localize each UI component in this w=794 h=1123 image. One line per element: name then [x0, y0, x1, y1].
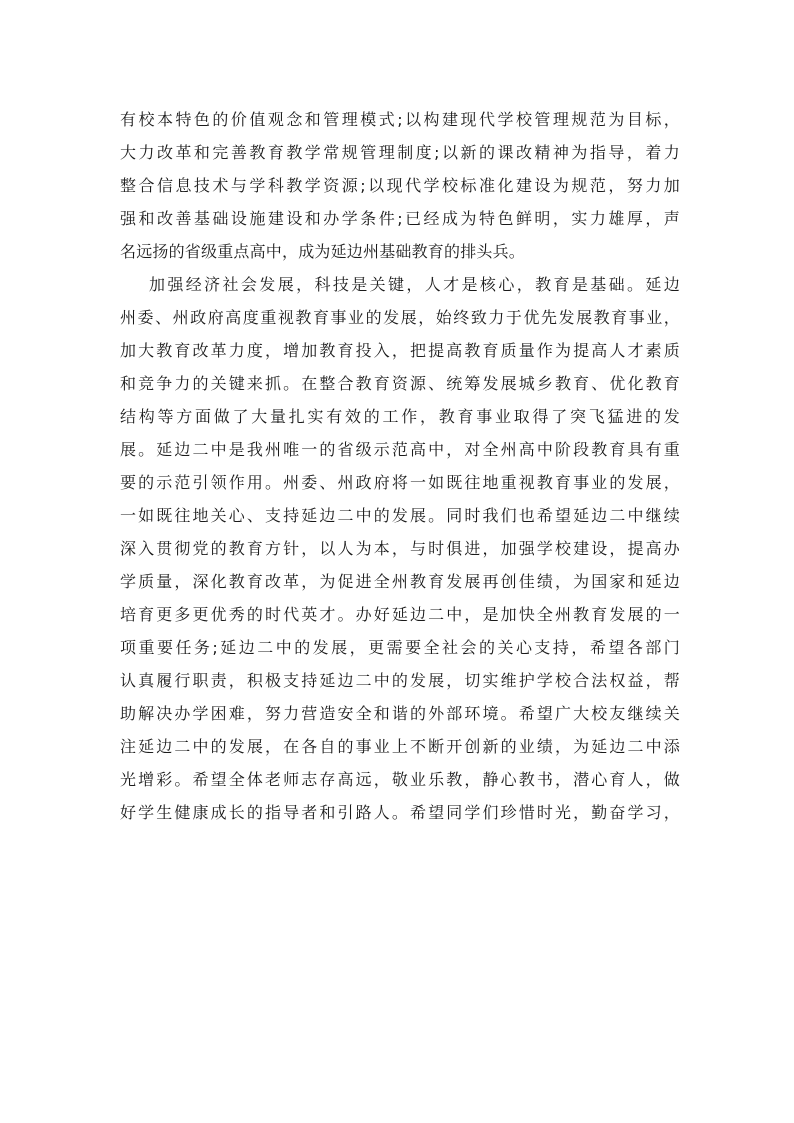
text-line: 助解决办学困难，努力营造安全和谐的外部环境。希望广大校友继续关: [120, 704, 680, 723]
text-line: 大力改革和完善教育教学常规管理制度;以新的课改精神为指导，着力: [120, 143, 680, 162]
text-line: 有校本特色的价值观念和管理模式;以构建现代学校管理规范为目标，: [120, 110, 680, 129]
text-line: 培育更多更优秀的时代英才。办好延边二中，是加快全州教育发展的一: [120, 605, 680, 624]
text-line: 加强经济社会发展，科技是关键，人才是核心，教育是基础。延边: [149, 275, 680, 294]
text-line: 强和改善基础设施建设和办学条件;已经成为特色鲜明，实力雄厚，声: [120, 209, 680, 228]
text-line: 整合信息技术与学科教学资源;以现代学校标准化建设为规范，努力加: [120, 176, 680, 195]
paragraph-1: [120, 103, 680, 268]
text-line: 结构等方面做了大量扎实有效的工作，教育事业取得了突飞猛进的发: [120, 407, 680, 426]
text-line: 展。延边二中是我州唯一的省级示范高中，对全州高中阶段教育具有重: [120, 440, 680, 459]
text-line: 光增彩。希望全体老师志存高远，敬业乐教，静心教书，潜心育人，做: [120, 770, 680, 789]
text-line: 项重要任务;延边二中的发展，更需要全社会的关心支持，希望各部门: [120, 638, 680, 657]
text-line: 学质量，深化教育改革，为促进全州教育发展再创佳绩，为国家和延边: [120, 572, 680, 591]
text-line: 一如既往地关心、支持延边二中的发展。同时我们也希望延边二中继续: [120, 506, 680, 525]
text-line: 认真履行职责，积极支持延边二中的发展，切实维护学校合法权益，帮: [120, 671, 680, 690]
text-line: 和竞争力的关键来抓。在整合教育资源、统筹发展城乡教育、优化教育: [120, 374, 680, 393]
paragraph-2: [120, 268, 680, 829]
text-line: 好学生健康成长的指导者和引路人。希望同学们珍惜时光，勤奋学习，: [120, 803, 680, 822]
text-line: 州委、州政府高度重视教育事业的发展，始终致力于优先发展教育事业，: [120, 308, 680, 327]
text-line: 注延边二中的发展，在各自的事业上不断开创新的业绩，为延边二中添: [120, 737, 680, 756]
document-body: [120, 103, 680, 829]
text-line: 要的示范引领作用。州委、州政府将一如既往地重视教育事业的发展，: [120, 473, 680, 492]
text-line: 名远扬的省级重点高中，成为延边州基础教育的排头兵。: [120, 242, 526, 261]
text-line: 加大教育改革力度，增加教育投入，把提高教育质量作为提高人才素质: [120, 341, 680, 360]
text-line: 深入贯彻党的教育方针，以人为本，与时俱进，加强学校建设，提高办: [120, 539, 680, 558]
